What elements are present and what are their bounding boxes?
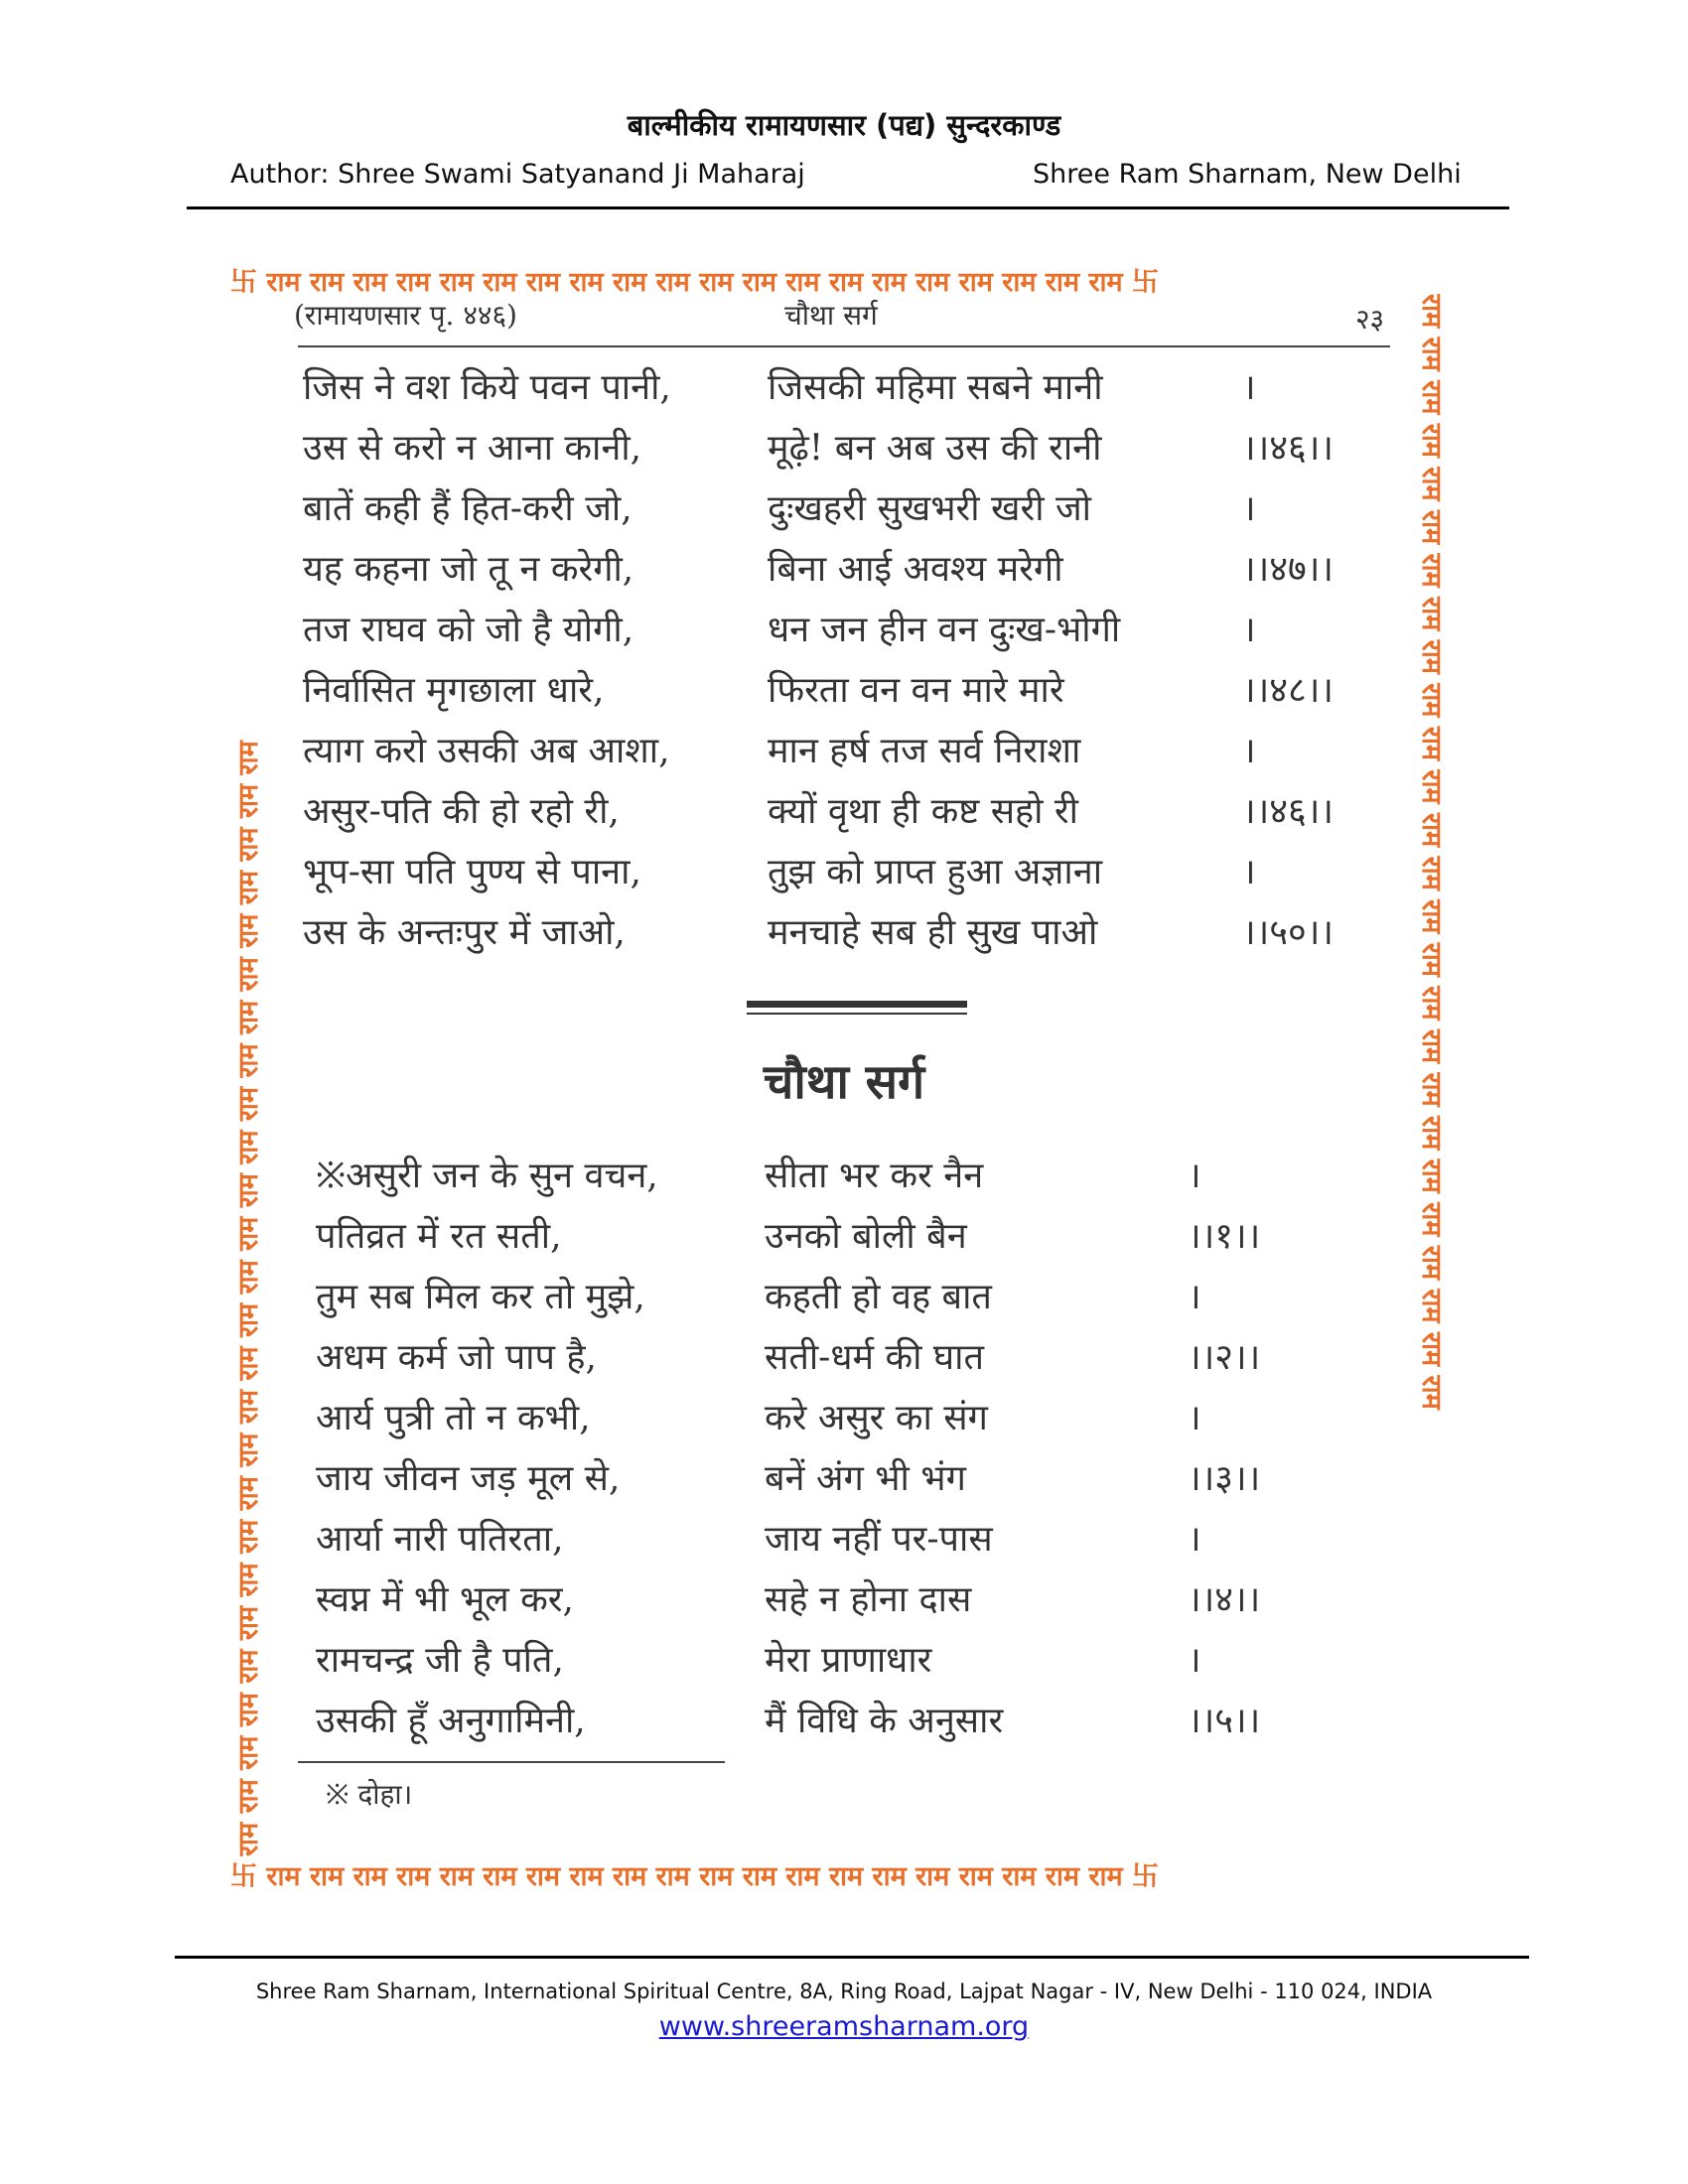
verse-first-half: रामचन्द्र जी है पति, xyxy=(316,1640,564,1681)
book-header-rule xyxy=(298,345,1390,347)
verse-first-half: जिस ने वश किये पवन पानी, xyxy=(303,367,671,408)
verse-second-half: जिसकी महिमा सबने मानी xyxy=(768,367,1103,408)
verse-first-half: यह कहना जो तू न करेगी, xyxy=(303,549,634,590)
verse-second-half: दुःखहरी सुखभरी खरी जो xyxy=(768,488,1092,529)
verse-number: ।।३।। xyxy=(1188,1458,1261,1499)
verse-second-half: करे असुर का संग xyxy=(765,1398,988,1438)
verse-block-bottom xyxy=(316,1150,1358,1745)
footer-address: Shree Ram Sharnam, International Spiritual Centre, 8A, Ring Road, Lajpat Nagar - IV, New Delhi - 110 024, INDIA xyxy=(255,1979,1433,2003)
verse-first-half: निर्वासित मृगछाला धारे, xyxy=(303,670,605,711)
verse-second-half: सती-धर्म की घात xyxy=(765,1337,984,1378)
section-separator-thin xyxy=(747,1013,967,1015)
verse-second-half: कहती हो वह बात xyxy=(765,1277,992,1317)
verse-second-half: क्यों वृथा ही कष्ट सहो री xyxy=(768,791,1078,832)
verse-number: ।।२।। xyxy=(1188,1337,1261,1378)
author-line: Author: Shree Swami Satyanand Ji Maharaj xyxy=(230,159,805,190)
header-divider xyxy=(187,206,1509,209)
verse-number: । xyxy=(1242,731,1256,771)
ram-border-left: राम राम राम राम राम राम राम राम राम राम राम राम राम राम राम राम राम राम राम राम राम राम राम राम राम राम xyxy=(233,741,264,1856)
verse-second-half: जाय नहीं पर-पास xyxy=(765,1519,993,1560)
verse-second-half: बनें अंग भी भंग xyxy=(765,1458,966,1499)
organization-line: Shree Ram Sharnam, New Delhi xyxy=(1033,159,1462,190)
verse-number: । xyxy=(1242,852,1256,892)
verse-second-half: फिरता वन वन मारे मारे xyxy=(768,670,1064,711)
verse-number: । xyxy=(1242,488,1256,529)
verse-first-half: तुम सब मिल कर तो मुझे, xyxy=(316,1277,645,1317)
verse-number: । xyxy=(1242,610,1256,650)
verse-number: । xyxy=(1242,367,1256,408)
verse-number: । xyxy=(1188,1640,1201,1681)
verse-second-half: मैं विधि के अनुसार xyxy=(765,1701,1004,1741)
verse-second-half: तुझ को प्राप्त हुआ अज्ञाना xyxy=(768,852,1103,892)
verse-first-half: स्वप्न में भी भूल कर, xyxy=(316,1579,574,1620)
verse-second-half: मेरा प्राणाधार xyxy=(765,1640,932,1681)
verse-first-half: त्याग करो उसकी अब आशा, xyxy=(303,731,670,771)
verse-second-half: मूढ़े! बन अब उस की रानी xyxy=(768,428,1102,469)
verse-second-half: सीता भर कर नैन xyxy=(765,1156,984,1196)
verse-number: ।।५०।। xyxy=(1242,912,1335,953)
verse-first-half: तज राघव को जो है योगी, xyxy=(303,610,634,650)
website-link[interactable]: www.shreeramsharnam.org xyxy=(658,2011,1030,2042)
verse-block-top xyxy=(303,361,1395,977)
verse-first-half: भूप-सा पति पुण्य से पाना, xyxy=(303,852,641,892)
ram-border-bottom: 卐 राम राम राम राम राम राम राम राम राम राम राम राम राम राम राम राम राम राम राम राम 卐 xyxy=(230,1861,1160,1890)
verse-first-half: ※असुरी जन के सुन वचन, xyxy=(316,1156,658,1196)
verse-number: ।।४७।। xyxy=(1242,549,1335,590)
verse-first-half: अधम कर्म जो पाप है, xyxy=(316,1337,597,1378)
verse-second-half: उनको बोली बैन xyxy=(765,1216,967,1257)
section-separator xyxy=(747,1001,967,1008)
verse-second-half: मान हर्ष तज सर्व निराशा xyxy=(768,731,1081,771)
verse-second-half: धन जन हीन वन दुःख-भोगी xyxy=(768,610,1121,650)
section-heading: चौथा सर्ग xyxy=(763,1054,925,1110)
verse-number: । xyxy=(1188,1156,1201,1196)
verse-number: । xyxy=(1188,1519,1201,1560)
book-running-header: चौथा सर्ग xyxy=(784,299,878,332)
verse-second-half: सहे न होना दास xyxy=(765,1579,972,1620)
verse-first-half: आर्या नारी पतिरता, xyxy=(316,1519,564,1560)
verse-first-half: आर्य पुत्री तो न कभी, xyxy=(316,1398,591,1438)
book-page-reference: (रामायणसार पृ. ४४६) xyxy=(294,299,517,332)
footer-divider xyxy=(175,1956,1529,1959)
document-title: बाल्मीकीय रामायणसार (पद्य) सुन्दरकाण्ड xyxy=(627,108,1061,142)
verse-second-half: बिना आई अवश्य मरेगी xyxy=(768,549,1063,590)
verse-first-half: पतिव्रत में रत सती, xyxy=(316,1216,562,1257)
book-page-number: २३ xyxy=(1355,303,1385,336)
verse-number: ।।४।। xyxy=(1188,1579,1261,1620)
verse-first-half: असुर-पति की हो रहो री, xyxy=(303,791,620,832)
footnote: ※ दोहा। xyxy=(326,1778,413,1811)
verse-second-half: मनचाहे सब ही सुख पाओ xyxy=(768,912,1098,953)
verse-first-half: जाय जीवन जड़ मूल से, xyxy=(316,1458,621,1499)
verse-first-half: उसकी हूँ अनुगामिनी, xyxy=(316,1701,586,1741)
verse-number: । xyxy=(1188,1398,1201,1438)
ram-border-right: राम राम राम राम राम राम राम राम राम राम राम राम राम राम राम राम राम राम राम राम राम राम राम राम राम राम xyxy=(1416,294,1447,1410)
verse-first-half: उस के अन्तःपुर में जाओ, xyxy=(303,912,626,953)
verse-number: ।।५।। xyxy=(1188,1701,1261,1741)
verse-first-half: बातें कही हैं हित-करी जो, xyxy=(303,488,633,529)
verse-number: ।।१।। xyxy=(1188,1216,1261,1257)
verse-number: ।।४६।। xyxy=(1242,791,1335,832)
verse-number: ।।४६।। xyxy=(1242,428,1335,469)
ram-border-top: 卐 राम राम राम राम राम राम राम राम राम राम राम राम राम राम राम राम राम राम राम राम 卐 xyxy=(230,267,1160,296)
verse-number: । xyxy=(1188,1277,1201,1317)
footnote-rule xyxy=(298,1761,725,1763)
verse-first-half: उस से करो न आना कानी, xyxy=(303,428,642,469)
verse-number: ।।४८।। xyxy=(1242,670,1335,711)
